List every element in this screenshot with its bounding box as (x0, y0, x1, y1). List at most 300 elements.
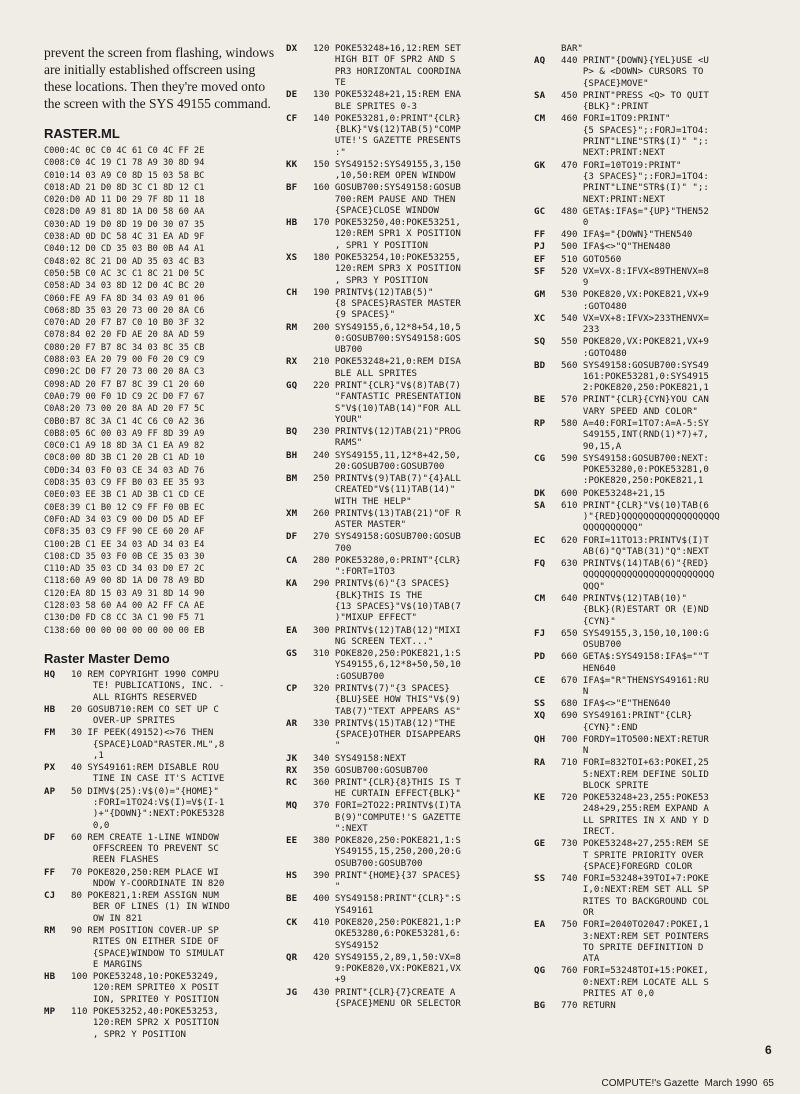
code-line: 0 (582, 218, 589, 229)
code-line: 120:REM SPR2 X POSITION (92, 1018, 219, 1029)
code-line: 670 IFA$="R"THENSYS49161:RU (561, 675, 709, 686)
code-line: 340 SYS49158:NEXT (313, 753, 407, 764)
listing-code (313, 532, 526, 555)
code-line: VARY SPEED AND COLOR" (582, 406, 698, 417)
listing-code (313, 918, 526, 952)
checksum-code: DE (286, 90, 298, 101)
listing-line (286, 988, 526, 1011)
code-line: {SPACE}WINDOW TO SIMULAT (92, 948, 225, 959)
hex-line: C0A8:20 73 00 20 8A AD 20 F7 5C (44, 404, 205, 415)
listing-code (313, 626, 526, 649)
listing-line (286, 953, 526, 987)
listing-code (71, 670, 276, 704)
listing-line (286, 509, 526, 532)
listing-code (561, 91, 774, 114)
code-line: ATA (582, 954, 600, 965)
code-line: TE (334, 78, 346, 89)
code-line: 720 POKE53248+23,255:POKE53 (561, 793, 709, 804)
code-line: 120:REM SPR3 X POSITION (334, 264, 461, 275)
code-line: ION, SPRITE0 Y POSITION (92, 994, 219, 1005)
hex-line: C018:AD 21 D0 8D 3C C1 8D 12 C1 (44, 182, 205, 193)
checksum-code: SQ (534, 337, 546, 348)
code-line: 770 RETURN (561, 1001, 616, 1012)
listing-line (286, 288, 526, 322)
listing-line (534, 629, 774, 652)
code-line: CREATED"V$(11)TAB(14)" (334, 485, 456, 496)
code-line: POKE53280,0:POKE53281,0 (582, 465, 709, 476)
code-line: {SPACE}OTHER DISAPPEARS (334, 730, 461, 741)
code-line: 410 POKE820,250:POKE821,1:P (313, 917, 461, 928)
checksum-code: SA (534, 500, 546, 511)
listing-line (534, 1001, 774, 1012)
checksum-code: SA (534, 90, 546, 101)
code-line: 20:GOSUB700:GOSUB700 (334, 461, 445, 472)
code-line: 330 PRINTV$(15)TAB(12)"THE (313, 718, 456, 729)
code-line: 0,0 (92, 820, 110, 831)
checksum-code: DX (286, 44, 298, 54)
listing-code (561, 314, 774, 337)
listing-code (561, 161, 774, 206)
code-line: {9 SPACES}" (334, 310, 396, 321)
code-line: HEN640 (582, 663, 616, 674)
listing-code (313, 427, 526, 450)
listing-code (561, 454, 774, 488)
code-line: 140 POKE53281,0:PRINT"{CLR} (313, 113, 461, 124)
listing-code (561, 501, 774, 535)
code-line: ":NEXT (334, 823, 368, 834)
code-line: 510 GOTO560 (561, 254, 622, 265)
listing-line (534, 56, 774, 90)
code-line: QQQ" (582, 581, 605, 592)
code-line: PRITES AT 0,0 (582, 989, 655, 1000)
code-line: 2:POKE820,250:POKE821,1 (582, 383, 709, 394)
listing-line (286, 754, 526, 765)
code-line: 70 POKE820,250:REM PLACE WI (71, 867, 219, 878)
code-line: N (582, 746, 589, 757)
listing-line (534, 91, 774, 114)
code-line: 161:POKE53281,0:SYS4915 (582, 371, 709, 382)
code-line: SYS49152 (334, 940, 379, 951)
code-line: WITH THE HELP" (334, 496, 412, 507)
code-line: OVER-UP SPRITES (92, 716, 176, 727)
listing-code (561, 559, 774, 593)
code-line: 380 POKE820,250:POKE821,1:S (313, 836, 461, 847)
code-line: 110 POKE53252,40:POKE53253, (71, 1006, 219, 1017)
checksum-code: RX (286, 765, 298, 776)
column-right (534, 44, 774, 1013)
code-line: 620 FORI=11TO13:PRINTV$(I)T (561, 535, 709, 546)
code-line: 320 PRINTV$(7)"{3 SPACES} (313, 683, 450, 694)
hex-line: C008:C0 4C 19 C1 78 A9 30 8D 94 (44, 158, 205, 169)
listing-code (561, 793, 774, 838)
code-line: " (334, 741, 341, 752)
code-line: 90 REM POSITION COVER-UP SP (71, 925, 219, 936)
code-line: T SPRITE PRIORITY OVER (582, 850, 704, 861)
code-line: 10 REM COPYRIGHT 1990 COMPU (71, 669, 219, 680)
hex-line: C138:60 00 00 00 00 00 00 00 EB (44, 625, 205, 636)
hex-line: C130:D0 FD C8 CC 3A C1 90 F5 71 (44, 613, 205, 624)
checksum-code: RX (286, 357, 298, 368)
checksum-code: FF (44, 867, 56, 878)
basic-listing-col1 (44, 670, 276, 1041)
code-line: )"{RED}QQQQQQQQQQQQQQQQQQ (582, 512, 720, 523)
listing-code (71, 891, 276, 925)
code-line: 540 VX=VX+8:IFVX>233THENVX= (561, 313, 709, 324)
checksum-code: FQ (534, 559, 546, 570)
listing-line (534, 699, 774, 710)
code-line: 0:GOSUB700:SYS49158:GOS (334, 333, 461, 344)
code-line: "FANTASTIC PRESENTATION (334, 392, 461, 403)
checksum-code: QG (534, 966, 546, 977)
hex-line: C0A0:79 00 F0 1D C9 2C D0 F7 67 (44, 391, 205, 402)
hex-line: C058:AD 34 03 8D 12 D0 4C BC 20 (44, 281, 205, 292)
hex-line: C060:FE A9 FA 8D 34 03 A9 01 06 (44, 293, 205, 304)
code-line: 470 FORI=10TO19:PRINT" (561, 160, 682, 171)
listing-code (71, 833, 276, 867)
code-line: 490 IFA$="{DOWN}"THEN540 (561, 230, 693, 241)
code-line: TE! PUBLICATIONS, INC. - (92, 681, 225, 692)
code-line: , SPR2 Y POSITION (92, 1029, 186, 1040)
listing-line (534, 676, 774, 699)
listing-line (44, 787, 276, 832)
code-line: 500 IFA$<>"Q"THEN480 (561, 242, 671, 253)
code-line: 740 FORI=53248+39TOI+7:POKE (561, 874, 709, 885)
listing-line (534, 793, 774, 838)
code-line: 160 GOSUB700:SYS49158:GOSUB (313, 183, 461, 194)
checksum-code: RA (534, 758, 546, 769)
code-line: B(9)"COMPUTE!'S GAZETTE (334, 812, 461, 823)
listing-code (561, 44, 774, 55)
code-line: OSUB700:GOSUB700 (334, 858, 423, 869)
code-line: 650 SYS49155,3,150,10,100:G (561, 628, 709, 639)
listing-line (534, 419, 774, 453)
listing-code (561, 966, 774, 1000)
hex-line: C010:14 03 A9 C0 8D 15 03 58 BC (44, 170, 205, 181)
code-line: 420 SYS49155,2,89,1,50:VX=8 (313, 952, 461, 963)
hex-line: C0F0:AD 34 03 C9 00 D0 D5 AD EF (44, 514, 205, 525)
code-line: 710 FORI=832TOI+63:POKEI,25 (561, 758, 709, 769)
listing-code (71, 705, 276, 728)
code-line: 750 FORI=2040TO2047:POKEI,1 (561, 920, 709, 931)
checksum-code: FJ (534, 628, 546, 639)
code-line: UTE!'S GAZETTE PRESENTS (334, 136, 461, 147)
listing-code (561, 839, 774, 873)
listing-code (313, 778, 526, 801)
code-line: ALL RIGHTS RESERVED (92, 692, 197, 703)
basic-listing-col3 (534, 44, 774, 1013)
checksum-code: QH (534, 734, 546, 745)
listing-line (286, 323, 526, 357)
code-line: 120:REM SPRITE0 X POSIT (92, 983, 219, 994)
checksum-code: CM (534, 114, 546, 125)
code-line: 530 POKE820,VX:POKE821,VX+9 (561, 290, 709, 301)
code-line: {SPACE}FOREGRD COLOR (582, 861, 693, 872)
hex-line: C070:AD 20 F7 B7 C0 10 B0 3F 32 (44, 318, 205, 329)
listing-line (286, 626, 526, 649)
code-line: RITES ON EITHER SIDE OF (92, 937, 219, 948)
hex-line: C090:2C D0 F7 20 73 00 20 8A C3 (44, 367, 205, 378)
listing-line (534, 44, 774, 55)
code-line: ASTER MASTER" (334, 520, 407, 531)
checksum-code: HB (44, 704, 56, 715)
code-line: 460 FORI=1TO9:PRINT" (561, 114, 671, 125)
code-line: 280 POKE53280,0:PRINT"{CLR} (313, 555, 461, 566)
column-middle (286, 44, 526, 1011)
code-line: PR3 HORIZONTAL COORDINA (334, 66, 461, 77)
code-line: {BLK}THIS IS THE (334, 590, 423, 601)
listing-line (534, 395, 774, 418)
code-line: UB700 (334, 345, 363, 356)
code-line: NEXT:PRINT:NEXT (582, 194, 666, 205)
listing-line (534, 337, 774, 360)
code-line: 120 POKE53248+16,12:REM SET (313, 44, 461, 54)
listing-line (286, 801, 526, 835)
listing-code (313, 719, 526, 753)
checksum-code: FM (44, 728, 56, 739)
code-line: 260 PRINTV$(13)TAB(21)"OF R (313, 508, 461, 519)
column-left (44, 44, 276, 1042)
listing-code (561, 395, 774, 418)
code-line: YOUR" (334, 414, 363, 425)
code-line: 350 GOSUB700:GOSUB700 (313, 765, 428, 776)
hex-line: C0D0:34 03 F0 03 CE 34 03 AD 76 (44, 465, 205, 476)
code-line: , SPR1 Y POSITION (334, 240, 428, 251)
checksum-code: CF (286, 113, 298, 124)
listing-line (534, 594, 774, 628)
listing-code (561, 711, 774, 734)
checksum-code: BG (534, 1001, 546, 1012)
checksum-code: DF (286, 532, 298, 543)
code-line: 100 POKE53248,10:POKE53249, (71, 971, 219, 982)
code-line: 9 (582, 278, 589, 289)
checksum-code: JK (286, 753, 298, 764)
listing-code (561, 1001, 774, 1012)
basic-listing-col2 (286, 44, 526, 1010)
code-line: :GOTO480 (582, 301, 627, 312)
listing-code (313, 871, 526, 894)
code-line: NDOW Y-COORDINATE IN 820 (92, 878, 225, 889)
code-line: 9:POKE820,VX:POKE821,VX (334, 964, 461, 975)
code-line: E MARGINS (92, 959, 143, 970)
code-line: 370 FORI=2TO22:PRINTV$(I)TA (313, 801, 461, 812)
hex-line: C118:60 A9 00 8D 1A D0 78 A9 BD (44, 576, 205, 587)
listing-line (534, 735, 774, 758)
code-line: 700:REM PAUSE AND THEN (334, 194, 456, 205)
code-line: NG SCREEN TEXT..." (334, 636, 434, 647)
code-line: :FORI=1TO24:V$(I)=V$(I-1 (92, 797, 225, 808)
listing-line (286, 532, 526, 555)
code-line: 580 A=40:FORI=1TO7:A=A-5:SY (561, 418, 709, 429)
code-line: 550 POKE820,VX:POKE821,VX+9 (561, 337, 709, 348)
checksum-code: PJ (534, 242, 546, 253)
code-line: 200 SYS49155,6,12*8+54,10,5 (313, 322, 461, 333)
listing-line (534, 920, 774, 965)
listing-line (534, 536, 774, 559)
listing-code (561, 874, 774, 919)
hex-line: C0C8:00 8D 3B C1 20 2B C1 AD 10 (44, 453, 205, 464)
listing-line (534, 501, 774, 535)
checksum-code: SF (534, 266, 546, 277)
listing-code (313, 579, 526, 624)
code-line: 290 PRINTV$(6)"{3 SPACES} (313, 579, 450, 590)
listing-code (561, 255, 774, 266)
listing-line (534, 454, 774, 488)
listing-code (313, 90, 526, 113)
code-line: N (582, 687, 589, 698)
listing-code (71, 763, 276, 786)
code-line: {13 SPACES}"V$(10)TAB(7 (334, 602, 461, 613)
code-line: 570 PRINT"{CLR}{CYN}YOU CAN (561, 395, 709, 406)
checksum-code: AP (44, 786, 56, 797)
code-line: {CYN}":END (582, 722, 638, 733)
listing-code (561, 230, 774, 241)
code-line: 430 PRINT"{CLR}{7}CREATE A (313, 987, 456, 998)
hex-line: C030:AD 19 D0 8D 19 D0 30 07 35 (44, 219, 205, 230)
code-line: 40 SYS49161:REM DISABLE ROU (71, 763, 219, 774)
code-line: AB(6)"Q"TAB(31)"Q":NEXT (582, 546, 709, 557)
checksum-code: EA (286, 625, 298, 636)
listing-line (286, 894, 526, 917)
listing-code (561, 735, 774, 758)
listing-line (534, 161, 774, 206)
listing-line (286, 836, 526, 870)
listing-line (534, 966, 774, 1000)
listing-code (561, 629, 774, 652)
code-line: BER OF LINES (1) IN WINDO (92, 902, 230, 913)
intro-paragraph: prevent the screen from flashing, windows are initially established offscreen using these locations. Then they're moved onto the screen with the SYS 49155 command. (44, 45, 275, 111)
checksum-code: HB (44, 971, 56, 982)
code-line: 660 GETA$:SYS49158:IFA$=""T (561, 652, 709, 663)
listing-line (534, 711, 774, 734)
listing-line (286, 160, 526, 183)
code-line: 233 (582, 325, 600, 336)
hex-line: C120:EA 8D 15 03 A9 31 8D 14 90 (44, 588, 205, 599)
hex-line: C0E0:03 EE 3B C1 AD 3B C1 CD CE (44, 490, 205, 501)
listing-line (44, 670, 276, 704)
hex-line: C0B0:B7 8C 3A C1 4C C6 C0 A2 36 (44, 416, 205, 427)
listing-code (561, 267, 774, 290)
code-line: {BLU}SEE HOW THIS"V$(9) (334, 695, 461, 706)
listing-code (561, 652, 774, 675)
code-line: YS49155,6,12*8+50,50,10 (334, 660, 461, 671)
code-line: , SPR3 Y POSITION (334, 275, 428, 286)
code-line: 150 SYS49152:SYS49155,3,150 (313, 159, 461, 170)
code-line: HIGH BIT OF SPR2 AND S (334, 55, 456, 66)
checksum-code: CG (534, 453, 546, 464)
listing-line (534, 267, 774, 290)
code-line: {SPACE}CLOSE WINDOW (334, 206, 439, 216)
listing-code (313, 323, 526, 357)
checksum-code: GC (534, 206, 546, 217)
listing-code (313, 381, 526, 426)
listing-line (534, 361, 774, 395)
checksum-code (534, 44, 561, 55)
listing-line (44, 972, 276, 1006)
checksum-code: AQ (534, 56, 546, 67)
listing-line (44, 891, 276, 925)
listing-line (534, 255, 774, 266)
code-line: 590 SYS49158:GOSUB700:NEXT: (561, 453, 709, 464)
checksum-code: GK (534, 160, 546, 171)
code-line: 610 PRINT"{CLR}"V$(10)TAB(6 (561, 500, 709, 511)
listing-code (561, 361, 774, 395)
code-line: 120:REM SPR1 X POSITION (334, 229, 461, 240)
checksum-code: RP (534, 418, 546, 429)
listing-code (313, 451, 526, 474)
checksum-code: RC (286, 777, 298, 788)
checksum-code: XQ (534, 711, 546, 722)
code-line: 3:NEXT:REM SET POINTERS (582, 931, 709, 942)
code-line: NEXT:PRINT:NEXT (582, 148, 666, 159)
code-line: IRECT. (582, 827, 616, 838)
code-line: " (334, 882, 341, 893)
code-line: BAR" (561, 44, 583, 54)
listing-line (286, 649, 526, 683)
listing-line (286, 556, 526, 579)
checksum-code: CE (534, 675, 546, 686)
code-line: BLE ALL SPRITES (334, 368, 418, 379)
code-line: 30 IF PEEK(49152)<>76 THEN (71, 728, 214, 739)
listing-line (286, 218, 526, 252)
code-line: RITES TO BACKGROUND COL (582, 896, 709, 907)
listing-code (71, 728, 276, 762)
listing-line (286, 253, 526, 287)
page-footer: COMPUTE!'s Gazette March 1990 65 (601, 1078, 774, 1089)
code-line: 60 REM CREATE 1-LINE WINDOW (71, 832, 219, 843)
listing-line (534, 874, 774, 919)
listing-code (561, 290, 774, 313)
listing-line (44, 728, 276, 762)
checksum-code: CA (286, 555, 298, 566)
checksum-code: AR (286, 718, 298, 729)
listing-code (561, 337, 774, 360)
listing-line (286, 183, 526, 217)
checksum-code: MP (44, 1006, 56, 1017)
code-line: 80 POKE821,1:REM ASSIGN NUM (71, 890, 219, 901)
checksum-code: BH (286, 450, 298, 461)
code-line: 230 PRINTV$(12)TAB(21)"PROG (313, 427, 461, 438)
hex-line: C110:AD 35 03 CD 34 03 D0 E7 2C (44, 564, 205, 575)
checksum-code: BQ (286, 427, 298, 438)
raster-ml-heading: RASTER.ML (44, 126, 120, 141)
checksum-code: SS (534, 699, 546, 710)
listing-code (313, 766, 526, 777)
listing-code (561, 699, 774, 710)
checksum-code: XS (286, 252, 298, 263)
listing-line (534, 114, 774, 159)
hex-line: C000:4C 0C C0 4C 61 C0 4C FF 2E (44, 146, 205, 156)
code-line: :" (334, 147, 346, 158)
code-line: 240 SYS49155,11,12*8+42,50, (313, 450, 461, 461)
code-line: 270 SYS49158:GOSUB700:GOSUB (313, 532, 461, 543)
listing-line (286, 778, 526, 801)
checksum-code: CM (534, 593, 546, 604)
code-line: 20 GOSUB710:REM CO SET UP C (71, 704, 219, 715)
listing-code (561, 207, 774, 230)
code-line: {3 SPACES}";:FORJ=1TO4: (582, 171, 709, 182)
code-line: 210 POKE53248+21,0:REM DISA (313, 357, 461, 368)
listing-code (71, 868, 276, 891)
checksum-code: CH (286, 287, 298, 298)
code-line: 760 FORI=53248TOI+15:POKEI, (561, 966, 709, 977)
code-line: OR (582, 908, 594, 919)
hex-line: C108:CD 35 03 F0 0B CE 35 03 30 (44, 551, 205, 562)
code-line: LL SPRITES IN X AND Y D (582, 815, 709, 826)
listing-line (534, 839, 774, 873)
code-line: 630 PRINTV$(14)TAB(6)"{RED} (561, 559, 709, 570)
checksum-code: EE (286, 836, 298, 847)
code-line: :GOTO480 (582, 348, 627, 359)
